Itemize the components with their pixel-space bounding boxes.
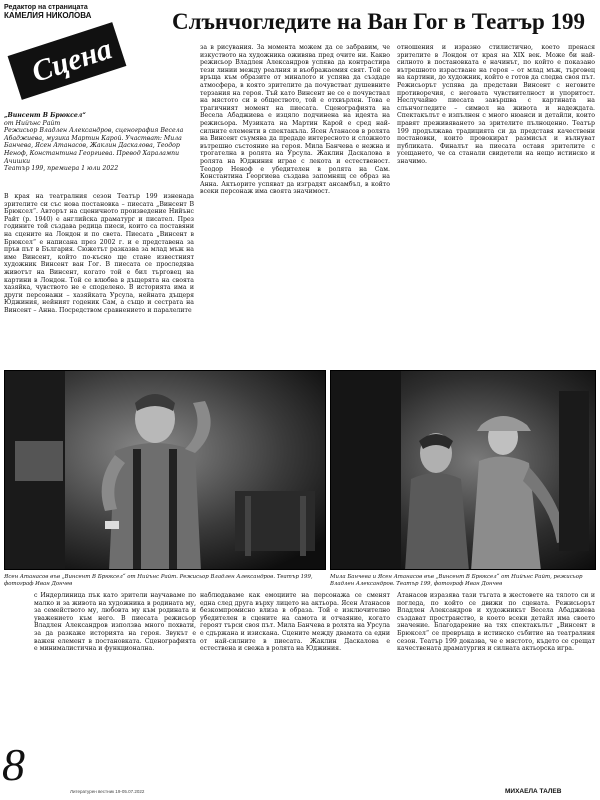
play-author: от Нийънс Райт bbox=[4, 119, 61, 127]
stage-photo-1 bbox=[4, 370, 326, 570]
editor-role: Редактор на страницата bbox=[4, 4, 88, 11]
play-cast: Режисьор Владлен Александров, сценография Весела Абаджиева, музика Мартин Карой. Участват: Мила Банчева, Ясен Атанасов, Жаклин Даскалова, Теодор Неноф, Константина Георгиева. Превод Харалампи Ачишки bbox=[4, 127, 184, 165]
article-column-1: В края на театралния сезон Театър 199 изненада зрителите си със нова постановка – пиесата „Винсент В Брюксел“. Авторът на сценичното произведение Нийънс Райт (р. 1940) е английска драматург и писател. През годините той създава редица пиеси, които са поставяни на сцените на Лондон и по света. Пиесата „Винсент в Брюксел“ е написана през 2002 г. и е представена за пръв път в България. Сюжетът разказва за млад мъж на име Винсент, който по-късно ще стане известният художник Винсент ван Гог. В пиесата се проследява животът на Винсент, когато той е бил търговец на картини в Лондон. Той се влюбва в дъщерята на своята хазяйка, чувството не е споделено. В историята има и други персонажи – хазяйката Урсула, нейната дъщеря Юджиния, нейният годеник Сам, а също и сестрата на Винсент – Анна. Посредством сравнението и паралелите bbox=[4, 193, 194, 314]
imprint: Литературен вестник 19-05.07.2022 bbox=[70, 789, 145, 794]
photo-caption-1: Ясен Атанасов във „Винсент В Брюксел“ от Нийънс Райт. Режисьор Владлен Александров. Театър 199, фотограф Иван Дончев bbox=[4, 574, 313, 587]
stage-photo-2 bbox=[330, 370, 596, 570]
page-editor-block bbox=[4, 4, 164, 20]
section-logo bbox=[8, 34, 128, 94]
section-label: Сцена bbox=[27, 32, 116, 89]
page-number: 8 bbox=[2, 739, 25, 790]
article-headline: Слънчогледите на Ван Гог в Театър 199 bbox=[172, 9, 586, 34]
article-column-3: отношения и изразно стилистично, което пренася зрителите в Лондон от края на XIX век. Може би най-силното в постановката е начинът, по който е показано вътрешното израстване на героя – от млад мъж, търговец на картини, до художник, който е готов да следва своя път. Режисьорът успява да представи Винсент с неговите противоречия, с неговата чувствителност и упоритост. Неслучайно пиесата завършва с картината на слънчогледите – символ на живота и надеждата. Спектакълът е изпълнен с много нюанси и детайли, които правят преживяването за зрителите пълноценно. Театър 199 продължава традицията си да представя качествени постановки, които провокират размисъл и вълнуват публиката. Финалът на пиесата оставя зрителите с усещането, че са станали свидетели на нещо истинско и значимо. bbox=[397, 44, 595, 165]
play-credits bbox=[4, 112, 194, 173]
author-signature: МИХАЕЛА ТАЛЕВ bbox=[505, 788, 562, 795]
article-bottom-column-2: наблюдаваме как емоциите на персонажа се сменят една след друга върху лицето на актьора. Ясен Атанасов безкомпромисно влиза в образа. Той е изключително убедителен в сцените на самота и отчаяние, когато героят търси своя път. Мила Банчева в ролята на Урсула е сдържана и изискана. Сцените между двамата са едни от най-силните в пиесата. Жаклин Даскалова е естествена и свежа в ролята на Юджиния. bbox=[200, 592, 390, 653]
article-bottom-column-3: Атанасов изразява тази тъгата в жестовете на тялото си и погледа, по който се движи по сцената. Режисьорът Владлен Александров и художникът Весела Абаджиева създават пространство, в което всеки детайл има своето значение. Благодарение на тях спектакълът „Винсент в Брюксел“ се превръща в истинско събитие на театралния сезон. Театър 199 доказва, че е мястото, където се срещат качествената драматургия и силната актьорска игра. bbox=[397, 592, 595, 653]
article-bottom-column-1: с Индерлиница пък като зрители научаваме по малко и за живота на художника в родината му, за семейството му, любовта му към родината и уважението към него. В пиесата режисьор Владлен Александров използва много похвати, за да разкаже историята на героя. Звукът е важен елемент в постановката. Сценографията е минималистична и функционална. bbox=[34, 592, 196, 653]
article-column-2: за в рисувания. За момента можем да се забравим, че изкуството на художника оживява пред очите ни. Какво режисьор Владлен Александров успява да контрастира тези линии между реалния и въображаемия свят. Той се връща към образите от миналото и успява да създаде атмосфера, в която зрителите да почувстват душевните терзания на героя. Тъй като Винсент не се е почувствал на мястото си в обществото, той е отхвърлен. Това е трагичният момент на пиесата. Сценографията на Весела Абаджиева е изцяло подчинена на идеята на режисьора. Музиката на Мартин Карой е сред най-силните елементи в спектакъла. Ясен Атанасов в ролята на Винсент съумява да предаде интересното и сложното вътрешно състояние на героя. Мила Банчева е нежна и трогателна в ролята на Урсула. Жаклин Даскалова в ролята на Юджиния играе с лекота и естественост. Теодор Неноф е убедителен в ролята на Сам. Константина Георгиева създава запомнящ се образ на Анна. Актьорите успяват да изградят ансамбъл, в който всеки персонаж има своята значимост. bbox=[200, 44, 390, 196]
editor-name: КАМЕЛИЯ НИКОЛОВА bbox=[4, 11, 92, 20]
stage-photo-2-image bbox=[331, 371, 596, 570]
stage-photo-1-image bbox=[5, 371, 326, 570]
play-premiere: Театър 199, премиера 1 юли 2022 bbox=[4, 165, 119, 173]
photo-caption-2: Мила Банчева и Ясен Атанасов във „Винсент В Брюксел“ от Нийънс Райт, режисьор Владлен Александров. Театър 199, фотограф Иван Дончев bbox=[330, 574, 583, 587]
play-title: „Винсент В Брюксел“ bbox=[4, 112, 86, 119]
